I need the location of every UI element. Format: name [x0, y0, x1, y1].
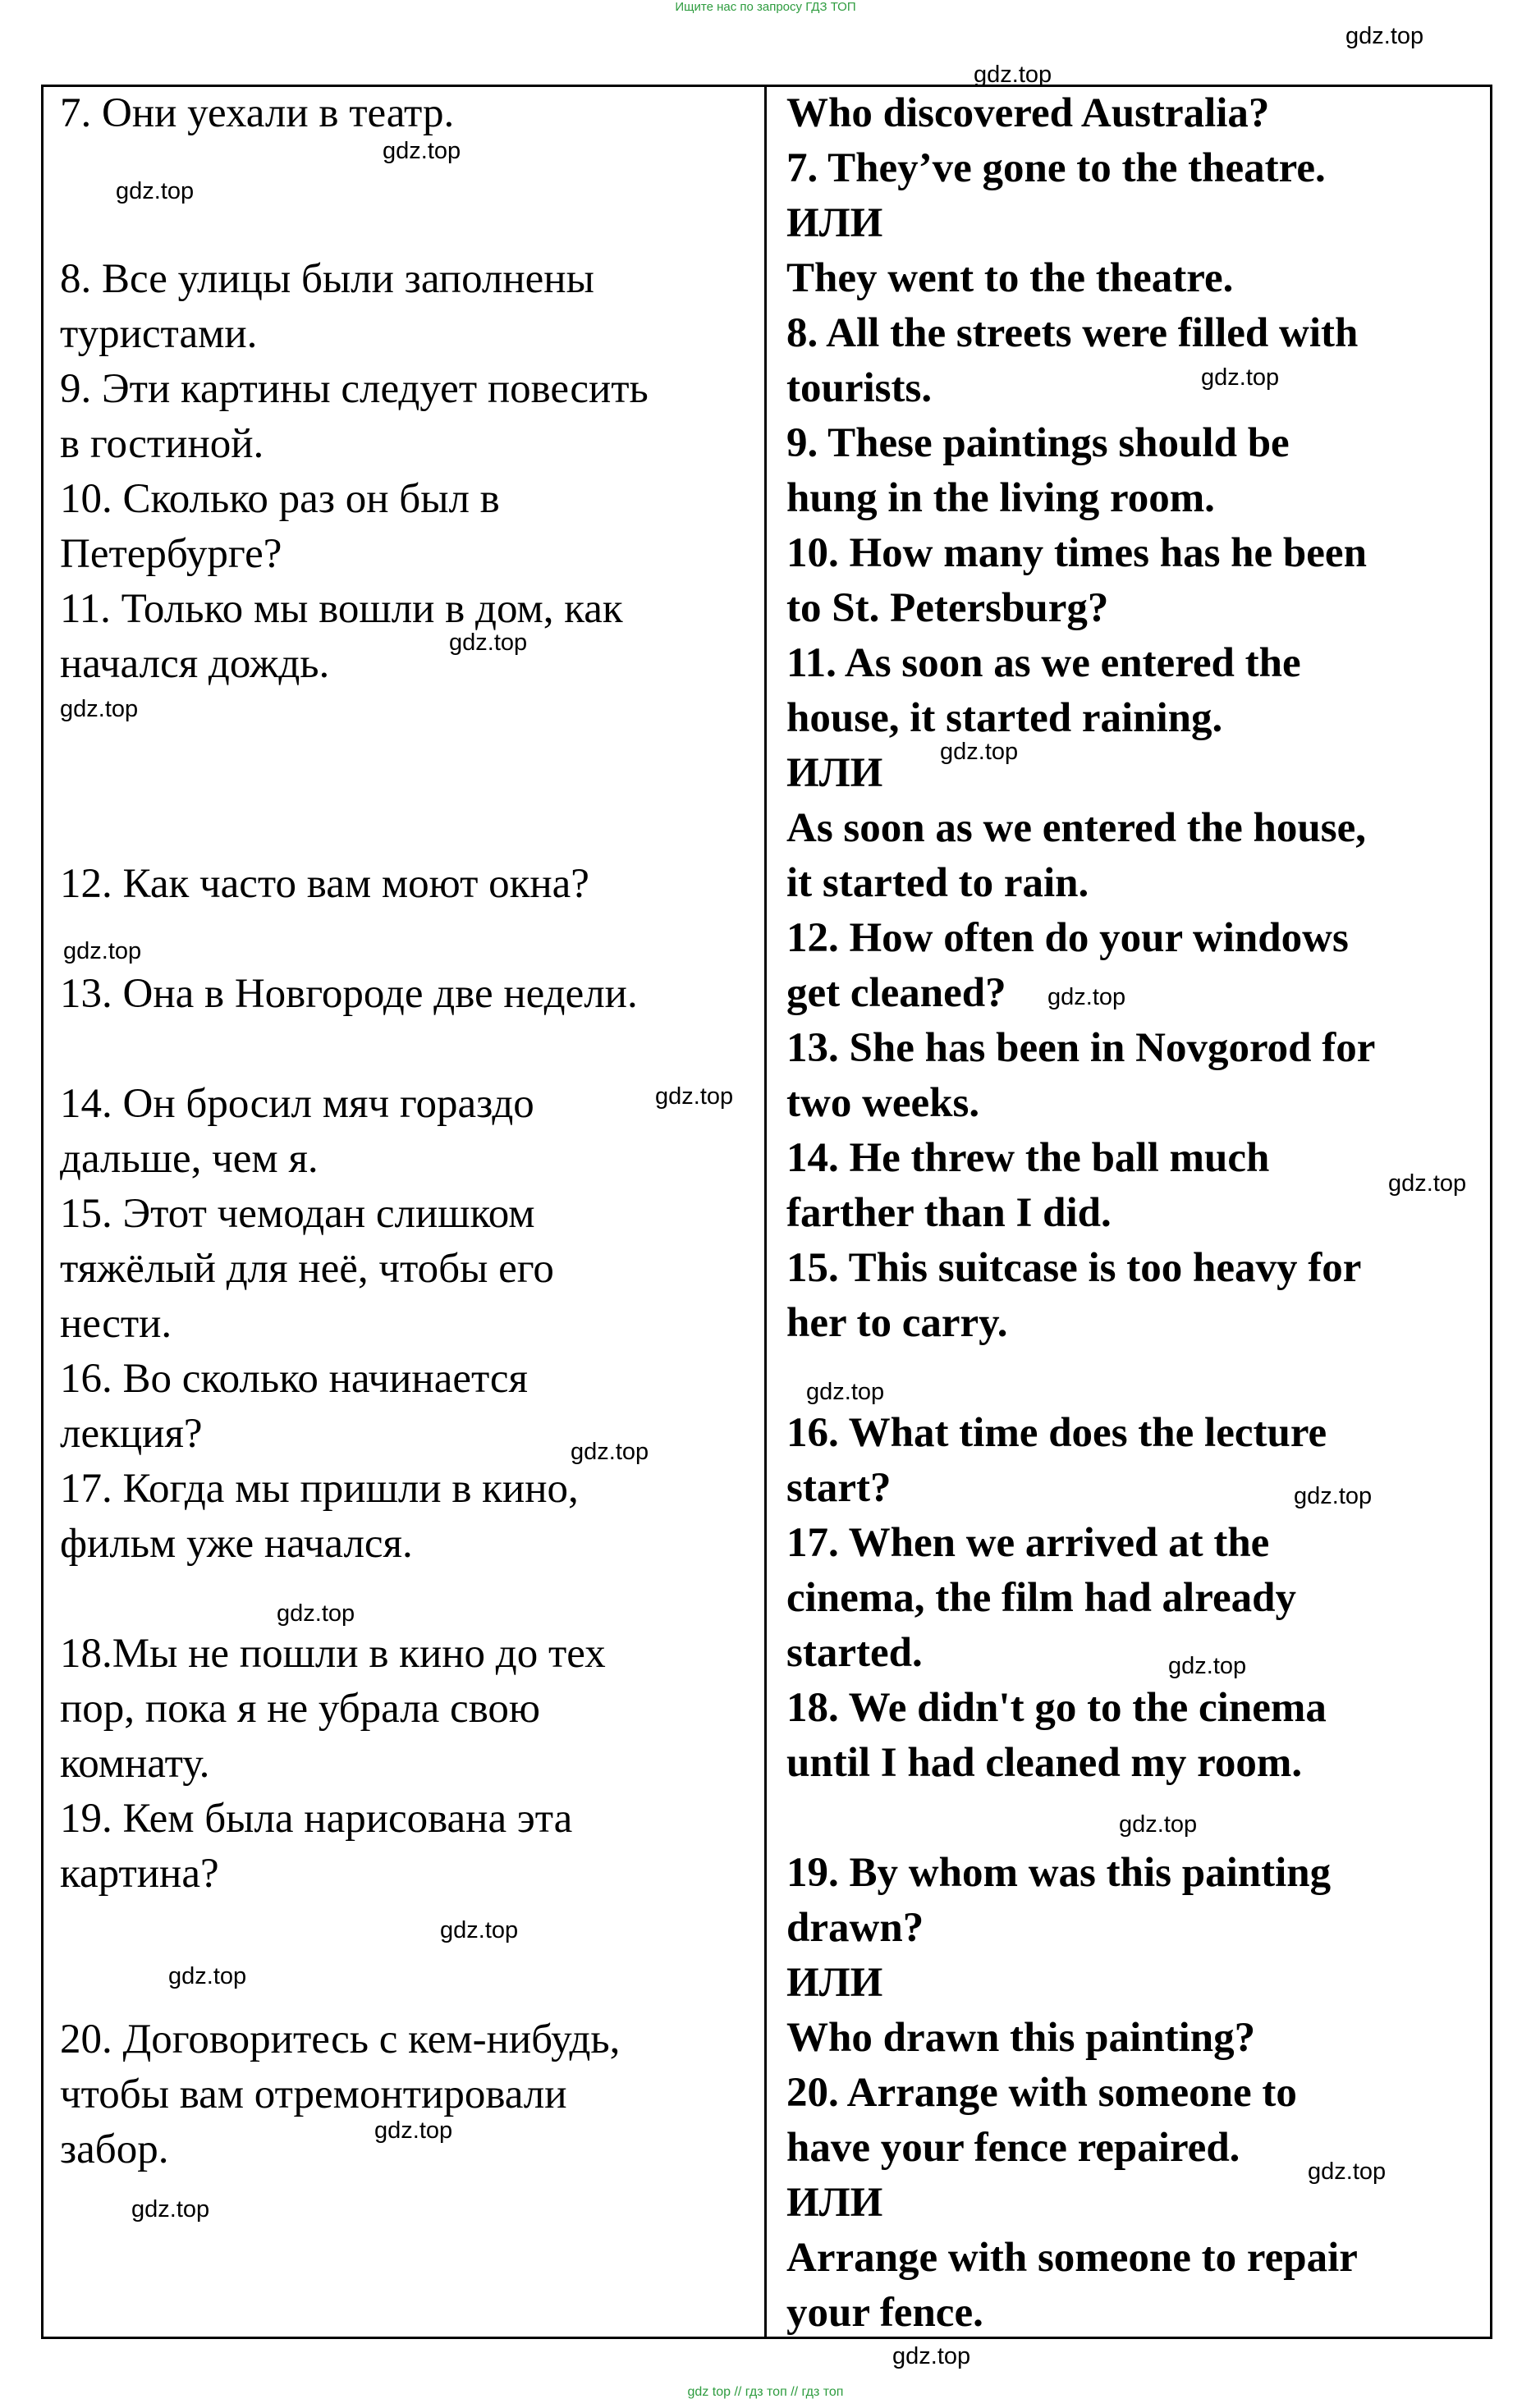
en-line: your fence.	[786, 2290, 983, 2336]
en-line: 12. How often do your windows	[786, 915, 1349, 961]
en-line: her to carry.	[786, 1300, 1008, 1346]
watermark: gdz.top	[892, 2343, 971, 2369]
en-line: it started to rain.	[786, 860, 1089, 906]
en-line: ИЛИ	[786, 2180, 883, 2226]
en-line: 9. These paintings should be	[786, 420, 1290, 466]
en-line: Arrange with someone to repair	[786, 2235, 1358, 2281]
en-line: ИЛИ	[786, 1960, 883, 2006]
watermark: gdz.top	[1119, 1811, 1198, 1838]
en-line: two weeks.	[786, 1080, 980, 1126]
en-line: 20. Arrange with someone to	[786, 2070, 1297, 2116]
watermark: gdz.top	[277, 1600, 355, 1627]
ru-sentence-14-line1: 14. Он бросил мяч гораздо	[60, 1081, 534, 1127]
en-line: to St. Petersburg?	[786, 585, 1109, 631]
en-line: house, it started raining.	[786, 695, 1223, 741]
en-line: have your fence repaired.	[786, 2125, 1240, 2171]
ru-sentence-10-line1: 10. Сколько раз он был в	[60, 476, 500, 522]
ru-sentence-17-line1: 17. Когда мы пришли в кино,	[60, 1466, 579, 1512]
ru-sentence-13: 13. Она в Новгороде две недели.	[60, 971, 638, 1017]
watermark: gdz.top	[940, 739, 1019, 765]
ru-sentence-10-line2: Петербурге?	[60, 531, 282, 577]
ru-sentence-12: 12. Как часто вам моют окна?	[60, 861, 589, 907]
ru-sentence-19-line1: 19. Кем была нарисована эта	[60, 1796, 573, 1842]
watermark: gdz.top	[131, 2196, 210, 2223]
en-line: started.	[786, 1630, 923, 1676]
en-line: 10. How many times has he been	[786, 530, 1367, 576]
en-line: 16. What time does the lecture	[786, 1410, 1327, 1456]
en-line: Who drawn this painting?	[786, 2015, 1256, 2061]
en-line: They went to the theatre.	[786, 255, 1234, 301]
en-line: 17. When we arrived at the	[786, 1520, 1270, 1566]
watermark: gdz.top	[383, 138, 461, 164]
en-line: Who discovered Australia?	[786, 90, 1270, 136]
watermark: gdz.top	[1201, 364, 1280, 391]
en-line: start?	[786, 1465, 892, 1511]
ru-sentence-15-line3: нести.	[60, 1301, 172, 1347]
watermark: gdz.top	[440, 1917, 519, 1943]
ru-sentence-18-line2: пор, пока я не убрала свою	[60, 1686, 541, 1732]
watermark: gdz.top	[571, 1439, 649, 1465]
watermark: gdz.top	[806, 1379, 885, 1405]
en-line: 11. As soon as we entered the	[786, 640, 1301, 686]
ru-sentence-15-line2: тяжёлый для неё, чтобы его	[60, 1246, 554, 1292]
ru-sentence-11-line2: начался дождь.	[60, 641, 330, 687]
watermark: gdz.top	[655, 1083, 734, 1110]
en-line: tourists.	[786, 365, 933, 411]
ru-sentence-17-line2: фильм уже начался.	[60, 1521, 413, 1567]
ru-sentence-7: 7. Они уехали в театр.	[60, 90, 455, 136]
ru-sentence-8-line1: 8. Все улицы были заполнены	[60, 256, 594, 302]
en-line: ИЛИ	[786, 200, 883, 246]
en-line: 19. By whom was this painting	[786, 1850, 1332, 1896]
watermark: gdz.top	[60, 696, 139, 722]
en-line: 14. He threw the ball much	[786, 1135, 1270, 1181]
ru-sentence-20-line1: 20. Договоритесь с кем-нибудь,	[60, 2017, 621, 2062]
watermark: gdz.top	[374, 2117, 453, 2144]
en-line: drawn?	[786, 1905, 924, 1951]
ru-sentence-18-line1: 18.Мы не пошли в кино до тех	[60, 1631, 606, 1677]
ru-sentence-20-line2: чтобы вам отремонтировали	[60, 2072, 567, 2117]
ru-sentence-15-line1: 15. Этот чемодан слишком	[60, 1191, 535, 1237]
en-line: 13. She has been in Novgorod for	[786, 1025, 1376, 1071]
en-line: until I had cleaned my room.	[786, 1740, 1303, 1786]
en-line: get cleaned?	[786, 970, 1006, 1016]
en-line: As soon as we entered the house,	[786, 805, 1366, 851]
watermark: gdz.top	[1345, 23, 1424, 49]
en-line: farther than I did.	[786, 1190, 1112, 1236]
ru-sentence-18-line3: комнату.	[60, 1741, 210, 1787]
ru-sentence-20-line3: забор.	[60, 2126, 169, 2172]
column-divider	[764, 85, 767, 2339]
ru-sentence-16-line1: 16. Во сколько начинается	[60, 1356, 528, 1402]
ru-sentence-8-line2: туристами.	[60, 311, 258, 357]
bottom-banner: gdz top // гдз топ // гдз топ	[687, 2385, 844, 2399]
en-line: cinema, the film had already	[786, 1575, 1296, 1621]
ru-sentence-16-line2: лекция?	[60, 1411, 203, 1457]
watermark: gdz.top	[1294, 1483, 1373, 1509]
ru-sentence-9-line2: в гостиной.	[60, 421, 264, 467]
ru-sentence-19-line2: картина?	[60, 1851, 219, 1897]
en-line: 8. All the streets were filled with	[786, 310, 1359, 356]
en-line: hung in the living room.	[786, 475, 1215, 521]
watermark: gdz.top	[168, 1963, 247, 1989]
watermark: gdz.top	[449, 629, 528, 656]
en-line: 18. We didn't go to the cinema	[786, 1685, 1327, 1731]
watermark: gdz.top	[63, 938, 142, 964]
watermark: gdz.top	[1388, 1170, 1467, 1197]
en-line: ИЛИ	[786, 750, 883, 796]
watermark: gdz.top	[1308, 2159, 1387, 2185]
en-line: 15. This suitcase is too heavy for	[786, 1245, 1362, 1291]
watermark: gdz.top	[974, 62, 1052, 88]
en-line: 7. They’ve gone to the theatre.	[786, 145, 1326, 191]
top-banner: Ищите нас по запросу ГДЗ ТОП	[675, 0, 856, 14]
watermark: gdz.top	[116, 178, 195, 204]
ru-sentence-14-line2: дальше, чем я.	[60, 1136, 319, 1182]
ru-sentence-11-line1: 11. Только мы вошли в дом, как	[60, 586, 623, 632]
watermark: gdz.top	[1168, 1653, 1247, 1679]
ru-sentence-9-line1: 9. Эти картины следует повесить	[60, 366, 649, 412]
watermark: gdz.top	[1047, 984, 1126, 1010]
